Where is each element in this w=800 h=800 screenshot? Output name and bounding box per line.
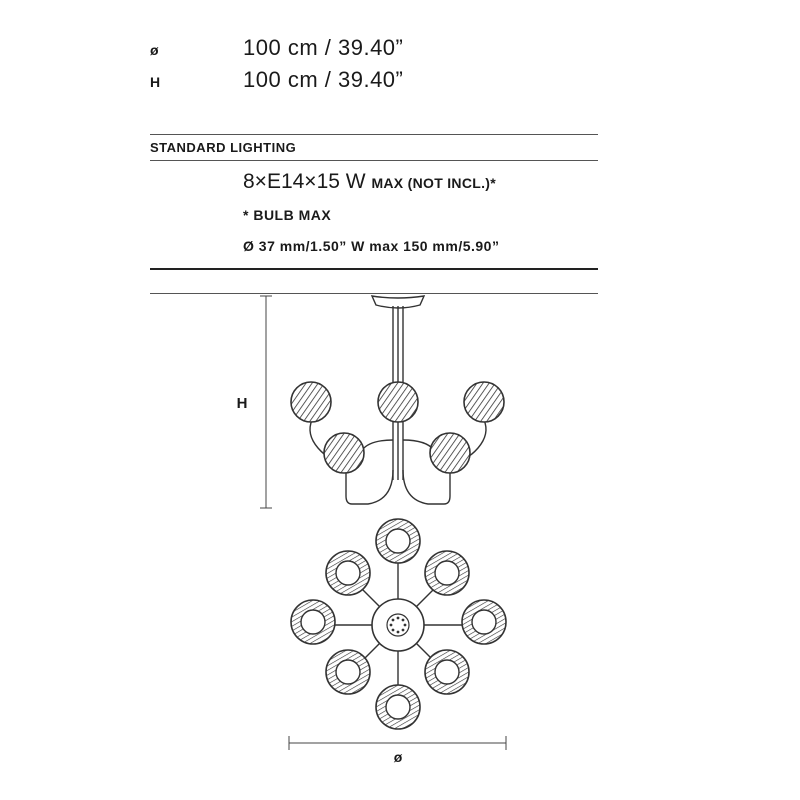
height-symbol: H <box>150 74 161 90</box>
height-label: H <box>236 395 248 412</box>
plan-globe <box>326 650 370 694</box>
diameter-value: 100 cm / 39.40” <box>243 35 404 60</box>
diameter-label: ø <box>393 749 403 765</box>
height-value: 100 cm / 39.40” <box>243 67 404 92</box>
bulb-dimensions: Ø 37 mm/1.50” W max 150 mm/5.90” <box>243 238 500 254</box>
lighting-spec-main: 8×E14×15 W <box>243 170 366 193</box>
plan-globe <box>376 685 420 729</box>
bulb-note: * BULB MAX <box>243 207 332 223</box>
lighting-spec-suffix: MAX (NOT INCL.)* <box>371 175 497 191</box>
plan-globe <box>326 551 370 595</box>
globe <box>324 433 364 473</box>
diameter-symbol: ø <box>150 42 159 58</box>
plan-globe <box>291 600 335 644</box>
diameter-dimension <box>289 736 506 750</box>
globe <box>378 382 418 422</box>
globe <box>464 382 504 422</box>
lighting-section-title: STANDARD LIGHTING <box>150 140 297 155</box>
plan-globe <box>376 519 420 563</box>
plan-globe <box>425 551 469 595</box>
plan-view <box>291 519 506 729</box>
globe <box>430 433 470 473</box>
globe <box>291 382 331 422</box>
plan-globe <box>462 600 506 644</box>
height-dimension <box>260 296 272 508</box>
plan-globe <box>425 650 469 694</box>
